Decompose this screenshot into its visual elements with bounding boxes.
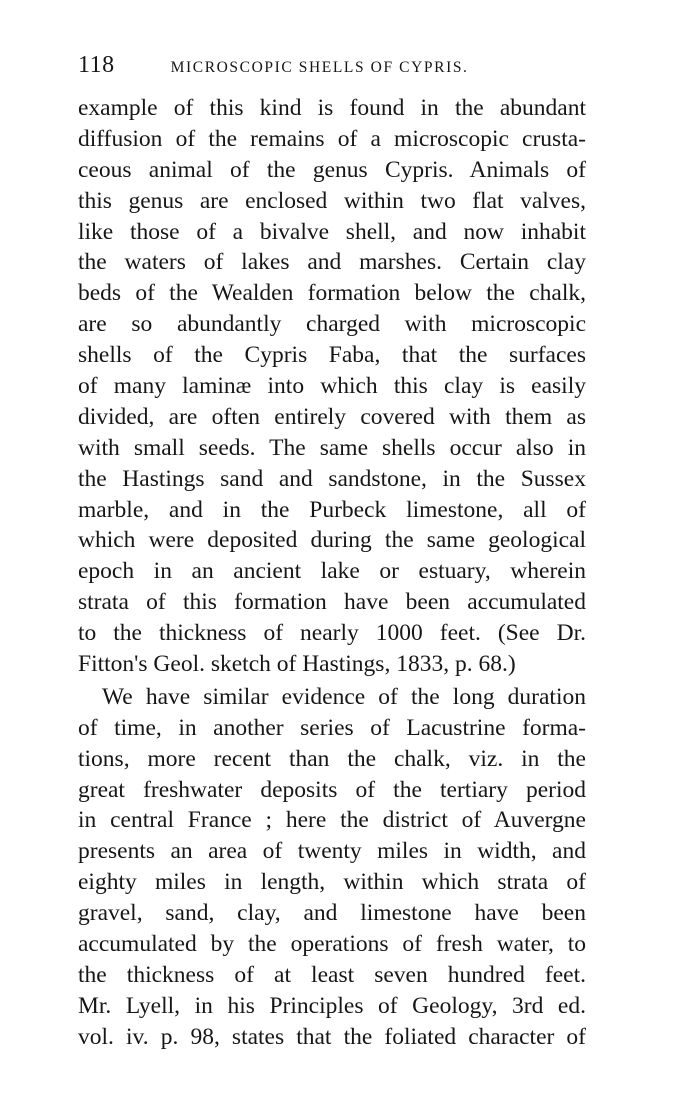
- paragraph-1: [78, 93, 586, 680]
- text-line: We have similar evidence of the long duration: [102, 683, 586, 710]
- text-line: tions, more recent than the chalk, viz. in the: [78, 745, 586, 772]
- text-line: of many laminæ into which this clay is easily: [78, 373, 586, 400]
- text-line: Fitton's Geol. sketch of Hastings, 1833, p. 68.): [78, 651, 516, 678]
- text-line: epoch in an ancient lake or estuary, wherein: [78, 558, 586, 585]
- text-line: strata of this formation have been accumulated: [78, 589, 586, 616]
- text-line: eighty miles in length, within which strata of: [78, 869, 586, 896]
- text-line: accumulated by the operations of fresh water, to: [78, 931, 586, 958]
- page-number: 118: [78, 52, 115, 78]
- body-text: [78, 93, 586, 1053]
- text-line: with small seeds. The same shells occur also in: [78, 434, 586, 461]
- running-title: MICROSCOPIC SHELLS OF CYPRIS.: [170, 59, 469, 76]
- text-line: in central France ; here the district of Auvergne: [78, 807, 586, 834]
- text-line: like those of a bivalve shell, and now inhabit: [78, 218, 586, 245]
- text-line: great freshwater deposits of the tertiary period: [78, 776, 586, 803]
- text-line: shells of the Cypris Faba, that the surfaces: [78, 342, 586, 369]
- page-header: [78, 52, 588, 82]
- text-line: beds of the Wealden formation below the chalk,: [78, 280, 586, 307]
- text-line: this genus are enclosed within two flat valves,: [78, 187, 586, 214]
- text-line: to the thickness of nearly 1000 feet. (See Dr.: [78, 620, 586, 647]
- text-line: of time, in another series of Lacustrine forma-: [78, 714, 586, 741]
- text-line: example of this kind is found in the abundant: [78, 95, 586, 121]
- text-line: ceous animal of the genus Cypris. Animals of: [78, 156, 586, 183]
- text-line: the Hastings sand and sandstone, in the Sussex: [78, 465, 586, 492]
- text-line: diffusion of the remains of a microscopic crusta-: [78, 125, 586, 152]
- text-line: vol. iv. p. 98, states that the foliated character of: [78, 1023, 586, 1050]
- text-line: which were deposited during the same geological: [78, 527, 586, 554]
- text-line: Mr. Lyell, in his Principles of Geology, 3rd ed.: [78, 992, 586, 1019]
- text-line: the thickness of at least seven hundred feet.: [78, 961, 586, 988]
- text-line: presents an area of twenty miles in width, and: [78, 838, 586, 865]
- text-line: the waters of lakes and marshes. Certain clay: [78, 249, 586, 276]
- text-line: marble, and in the Purbeck limestone, all of: [78, 496, 586, 523]
- text-line: are so abundantly charged with microscopic: [78, 311, 586, 338]
- paragraph-2: [78, 682, 586, 1053]
- text-line: divided, are often entirely covered with them as: [78, 403, 586, 430]
- text-line: gravel, sand, clay, and limestone have been: [78, 900, 586, 927]
